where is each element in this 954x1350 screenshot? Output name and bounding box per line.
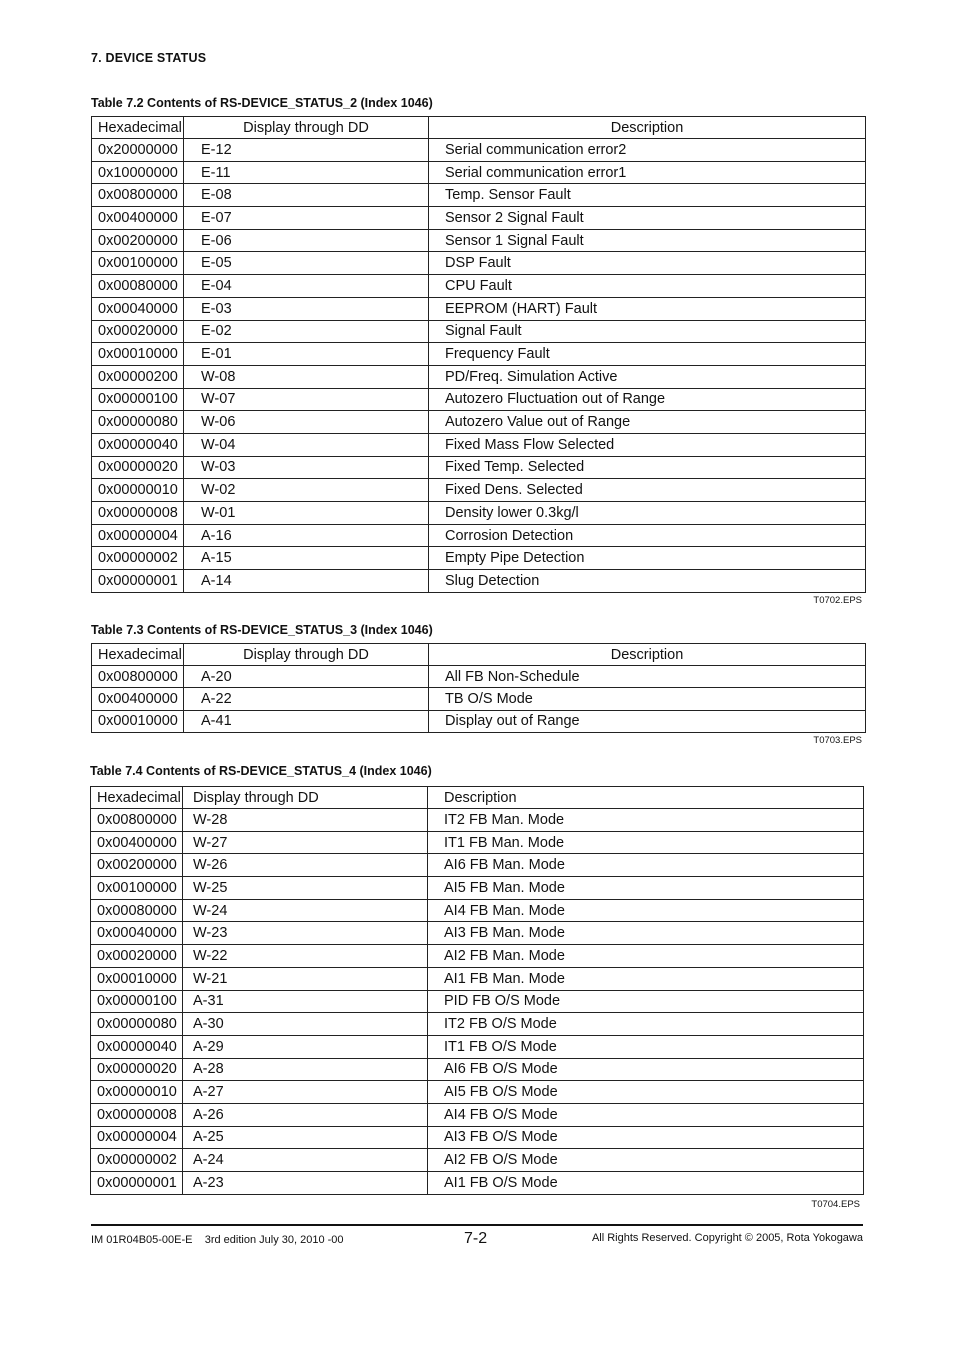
column-header-display: Display through DD [184,117,429,139]
cell-display-code: W-22 [183,945,428,968]
cell-display-code: W-23 [183,922,428,945]
cell-hexadecimal: 0x00000008 [91,1103,183,1126]
cell-description: AI5 FB O/S Mode [428,1081,864,1104]
cell-description: Sensor 1 Signal Fault [429,229,866,252]
cell-hexadecimal: 0x00000100 [92,388,184,411]
cell-description: AI3 FB Man. Mode [428,922,864,945]
cell-display-code: E-12 [184,139,429,162]
table-row [91,1058,864,1081]
cell-display-code: E-11 [184,161,429,184]
table-row [92,388,866,411]
cell-hexadecimal: 0x00400000 [91,831,183,854]
cell-hexadecimal: 0x00000080 [91,1013,183,1036]
column-header-description: Description [428,787,864,809]
cell-display-code: A-22 [184,688,429,710]
cell-display-code: E-01 [184,343,429,366]
cell-display-code: W-03 [184,456,429,479]
table-row [92,252,866,275]
table-row [92,139,866,162]
cell-hexadecimal: 0x00000020 [92,456,184,479]
table-row [91,809,864,832]
table-row [91,1126,864,1149]
cell-hexadecimal: 0x00000200 [92,365,184,388]
table-row [92,456,866,479]
cell-hexadecimal: 0x00000002 [91,1149,183,1172]
cell-display-code: W-21 [183,967,428,990]
cell-hexadecimal: 0x00010000 [92,710,184,732]
table-row [92,710,866,732]
cell-description: Serial communication error1 [429,161,866,184]
table-row [92,184,866,207]
table-caption: Table 7.3 Contents of RS-DEVICE_STATUS_3 (Index 1046) [91,623,433,637]
table-row [91,1035,864,1058]
cell-display-code: W-01 [184,502,429,525]
cell-display-code: W-27 [183,831,428,854]
table-row [91,831,864,854]
cell-hexadecimal: 0x00200000 [92,229,184,252]
cell-display-code: W-25 [183,877,428,900]
cell-hexadecimal: 0x00000040 [92,433,184,456]
cell-description: Signal Fault [429,320,866,343]
table-row [91,945,864,968]
table-body [91,809,864,1195]
cell-description: Frequency Fault [429,343,866,366]
column-header-description: Description [429,117,866,139]
cell-description: PD/Freq. Simulation Active [429,365,866,388]
cell-hexadecimal: 0x00000040 [91,1035,183,1058]
cell-hexadecimal: 0x00000004 [92,524,184,547]
cell-description: Autozero Fluctuation out of Range [429,388,866,411]
cell-hexadecimal: 0x00800000 [91,809,183,832]
cell-description: EEPROM (HART) Fault [429,297,866,320]
figure-code: T0704.EPS [811,1198,860,1210]
cell-hexadecimal: 0x00040000 [91,922,183,945]
cell-description: PID FB O/S Mode [428,990,864,1013]
cell-hexadecimal: 0x00000002 [92,547,184,570]
table-caption: Table 7.2 Contents of RS-DEVICE_STATUS_2 (Index 1046) [91,96,433,110]
table-row [92,479,866,502]
table-row [92,524,866,547]
cell-description: IT1 FB O/S Mode [428,1035,864,1058]
cell-hexadecimal: 0x00040000 [92,297,184,320]
cell-hexadecimal: 0x00000080 [92,411,184,434]
cell-description: Serial communication error2 [429,139,866,162]
cell-description: Density lower 0.3kg/l [429,502,866,525]
cell-display-code: W-07 [184,388,429,411]
table-row [91,1013,864,1036]
cell-hexadecimal: 0x00000100 [91,990,183,1013]
cell-description: AI6 FB Man. Mode [428,854,864,877]
cell-description: Corrosion Detection [429,524,866,547]
table-device-status-4 [90,786,864,1195]
cell-description: CPU Fault [429,275,866,298]
cell-description: Autozero Value out of Range [429,411,866,434]
table-row [92,297,866,320]
cell-hexadecimal: 0x00400000 [92,688,184,710]
cell-display-code: A-24 [183,1149,428,1172]
cell-hexadecimal: 0x00000001 [91,1172,183,1195]
table-body [92,666,866,733]
table-caption: Table 7.4 Contents of RS-DEVICE_STATUS_4 (Index 1046) [90,764,432,778]
cell-description: IT2 FB Man. Mode [428,809,864,832]
cell-display-code: A-30 [183,1013,428,1036]
cell-display-code: A-14 [184,570,429,593]
column-header-display: Display through DD [184,644,429,666]
table-row [92,666,866,688]
figure-code: T0702.EPS [813,594,862,606]
cell-hexadecimal: 0x00020000 [91,945,183,968]
table-row [91,922,864,945]
cell-description: AI5 FB Man. Mode [428,877,864,900]
cell-display-code: W-24 [183,899,428,922]
cell-display-code: E-05 [184,252,429,275]
table-row [92,365,866,388]
cell-hexadecimal: 0x00010000 [92,343,184,366]
table-row [91,1103,864,1126]
table-row [92,688,866,710]
cell-display-code: W-02 [184,479,429,502]
cell-hexadecimal: 0x00800000 [92,666,184,688]
cell-hexadecimal: 0x00000010 [91,1081,183,1104]
table-body [92,139,866,593]
cell-description: AI4 FB Man. Mode [428,899,864,922]
cell-description: Fixed Dens. Selected [429,479,866,502]
cell-description: AI1 FB Man. Mode [428,967,864,990]
column-header-hexadecimal: Hexadecimal [92,117,184,139]
cell-display-code: W-26 [183,854,428,877]
table-row [91,1149,864,1172]
cell-description: TB O/S Mode [429,688,866,710]
cell-hexadecimal: 0x20000000 [92,139,184,162]
cell-description: Slug Detection [429,570,866,593]
table-row [92,547,866,570]
cell-display-code: E-06 [184,229,429,252]
cell-hexadecimal: 0x00000004 [91,1126,183,1149]
cell-display-code: W-04 [184,433,429,456]
table-row [92,433,866,456]
cell-display-code: E-07 [184,207,429,230]
cell-display-code: A-41 [184,710,429,732]
table-row [91,967,864,990]
cell-display-code: W-06 [184,411,429,434]
table-row [92,502,866,525]
table-row [92,275,866,298]
table-row [92,320,866,343]
table-7-3-block [91,623,866,746]
table-row [91,899,864,922]
cell-description: AI1 FB O/S Mode [428,1172,864,1195]
table-row [92,229,866,252]
table-row [91,990,864,1013]
cell-hexadecimal: 0x00400000 [92,207,184,230]
cell-hexadecimal: 0x00800000 [92,184,184,207]
cell-display-code: A-25 [183,1126,428,1149]
cell-display-code: W-08 [184,365,429,388]
cell-description: IT2 FB O/S Mode [428,1013,864,1036]
cell-description: Empty Pipe Detection [429,547,866,570]
column-header-display: Display through DD [183,787,428,809]
table-7-4-block [90,764,864,1210]
copyright-notice: All Rights Reserved. Copyright © 2005, Rota Yokogawa [591,1232,863,1244]
cell-display-code: E-03 [184,297,429,320]
table-row [91,877,864,900]
cell-description: Fixed Mass Flow Selected [429,433,866,456]
table-row [91,1172,864,1195]
cell-description: IT1 FB Man. Mode [428,831,864,854]
cell-hexadecimal: 0x00000001 [92,570,184,593]
cell-display-code: A-16 [184,524,429,547]
cell-hexadecimal: 0x10000000 [92,161,184,184]
cell-display-code: A-20 [184,666,429,688]
cell-display-code: A-27 [183,1081,428,1104]
page-number: 7-2 [464,1230,488,1247]
cell-description: AI2 FB O/S Mode [428,1149,864,1172]
table-row [92,207,866,230]
cell-hexadecimal: 0x00200000 [91,854,183,877]
cell-display-code: W-28 [183,809,428,832]
cell-hexadecimal: 0x00100000 [92,252,184,275]
cell-hexadecimal: 0x00080000 [92,275,184,298]
cell-display-code: A-23 [183,1172,428,1195]
cell-description: DSP Fault [429,252,866,275]
column-header-hexadecimal: Hexadecimal [92,644,184,666]
column-header-description: Description [429,644,866,666]
cell-description: AI6 FB O/S Mode [428,1058,864,1081]
cell-description: AI3 FB O/S Mode [428,1126,864,1149]
cell-hexadecimal: 0x00010000 [91,967,183,990]
cell-description: All FB Non-Schedule [429,666,866,688]
cell-display-code: E-04 [184,275,429,298]
table-row [91,1081,864,1104]
cell-display-code: A-29 [183,1035,428,1058]
table-device-status-3 [91,643,866,733]
table-device-status-2 [91,116,866,593]
cell-description: AI4 FB O/S Mode [428,1103,864,1126]
cell-hexadecimal: 0x00100000 [91,877,183,900]
table-row [92,161,866,184]
cell-hexadecimal: 0x00000010 [92,479,184,502]
cell-display-code: E-08 [184,184,429,207]
cell-description: Fixed Temp. Selected [429,456,866,479]
document-id: IM 01R04B05-00E-E 3rd edition July 30, 2010 -00 [91,1234,344,1246]
cell-display-code: E-02 [184,320,429,343]
column-header-hexadecimal: Hexadecimal [91,787,183,809]
cell-hexadecimal: 0x00000020 [91,1058,183,1081]
cell-hexadecimal: 0x00000008 [92,502,184,525]
cell-display-code: A-26 [183,1103,428,1126]
figure-code: T0703.EPS [813,734,862,746]
section-heading: 7. DEVICE STATUS [91,51,207,65]
cell-display-code: A-15 [184,547,429,570]
cell-display-code: A-31 [183,990,428,1013]
table-row [92,570,866,593]
cell-description: Temp. Sensor Fault [429,184,866,207]
table-7-2-block [91,96,866,606]
cell-description: Sensor 2 Signal Fault [429,207,866,230]
cell-description: Display out of Range [429,710,866,732]
cell-display-code: A-28 [183,1058,428,1081]
table-row [91,854,864,877]
table-row [92,411,866,434]
cell-hexadecimal: 0x00080000 [91,899,183,922]
cell-description: AI2 FB Man. Mode [428,945,864,968]
table-row [92,343,866,366]
cell-hexadecimal: 0x00020000 [92,320,184,343]
footer-divider [91,1224,863,1226]
